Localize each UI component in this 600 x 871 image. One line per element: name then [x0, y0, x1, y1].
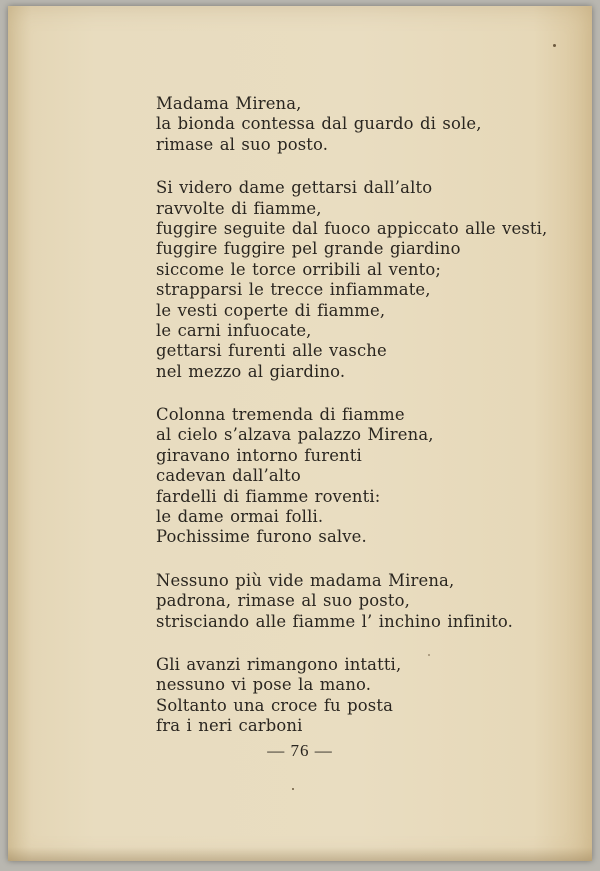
stanza	[156, 405, 547, 548]
poem-line: strapparsi le trecce infiammate,	[156, 280, 431, 300]
poem-line: Nessuno più vide madama Mirena,	[156, 570, 455, 590]
poem-line: nessuno vi pose la mano.	[156, 675, 372, 695]
poem-line: padrona, rimase al suo posto,	[156, 591, 410, 611]
poem-line: Madama Mirena,	[156, 94, 302, 113]
book-page	[8, 6, 592, 861]
poem-line: Pochissime furono salve.	[156, 527, 367, 547]
poem-line: rimase al suo posto.	[156, 134, 329, 154]
poem-line: le dame ormai folli.	[156, 507, 324, 527]
poem-line: fuggire fuggire pel grande giardino	[156, 239, 461, 259]
poem-line: fardelli di fiamme roventi:	[156, 486, 381, 506]
poem-line: Colonna tremenda di fiamme	[156, 405, 405, 425]
poem-text	[156, 94, 547, 760]
poem-line: gettarsi furenti alle vasche	[156, 341, 387, 361]
paper-speck	[292, 788, 294, 790]
poem-line: la bionda contessa dal guardo di sole,	[156, 114, 482, 134]
poem-line: giravano intorno furenti	[156, 445, 362, 465]
poem-line: fra i neri carboni	[156, 716, 303, 736]
poem-line: strisciando alle fiamme l’ inchino infinito.	[156, 611, 514, 631]
poem-line: nel mezzo al giardino.	[156, 361, 346, 381]
poem-line: le vesti coperte di fiamme,	[156, 300, 386, 320]
poem-line: siccome le torce orribili al vento;	[156, 259, 442, 279]
poem-line: Gli avanzi rimangono intatti,	[156, 654, 402, 674]
poem-line: ravvolte di fiamme,	[156, 198, 322, 218]
poem-line: le carni infuocate,	[156, 320, 312, 340]
poem-line: fuggire seguite dal fuoco appiccato alle vesti,	[156, 218, 548, 238]
stanza	[156, 94, 547, 155]
poem-line: Soltanto una croce fu posta	[156, 695, 393, 715]
page-number: — 76 —	[267, 741, 333, 760]
paper-speck	[553, 44, 556, 47]
poem-line: al cielo s’alzava palazzo Mirena,	[156, 425, 434, 445]
poem-line: cadevan dall’alto	[156, 466, 301, 486]
poem-line: Si videro dame gettarsi dall’alto	[156, 178, 433, 198]
stanza	[156, 178, 547, 382]
stanza	[156, 655, 547, 737]
stanza	[156, 571, 547, 632]
paper-speck	[428, 654, 430, 656]
